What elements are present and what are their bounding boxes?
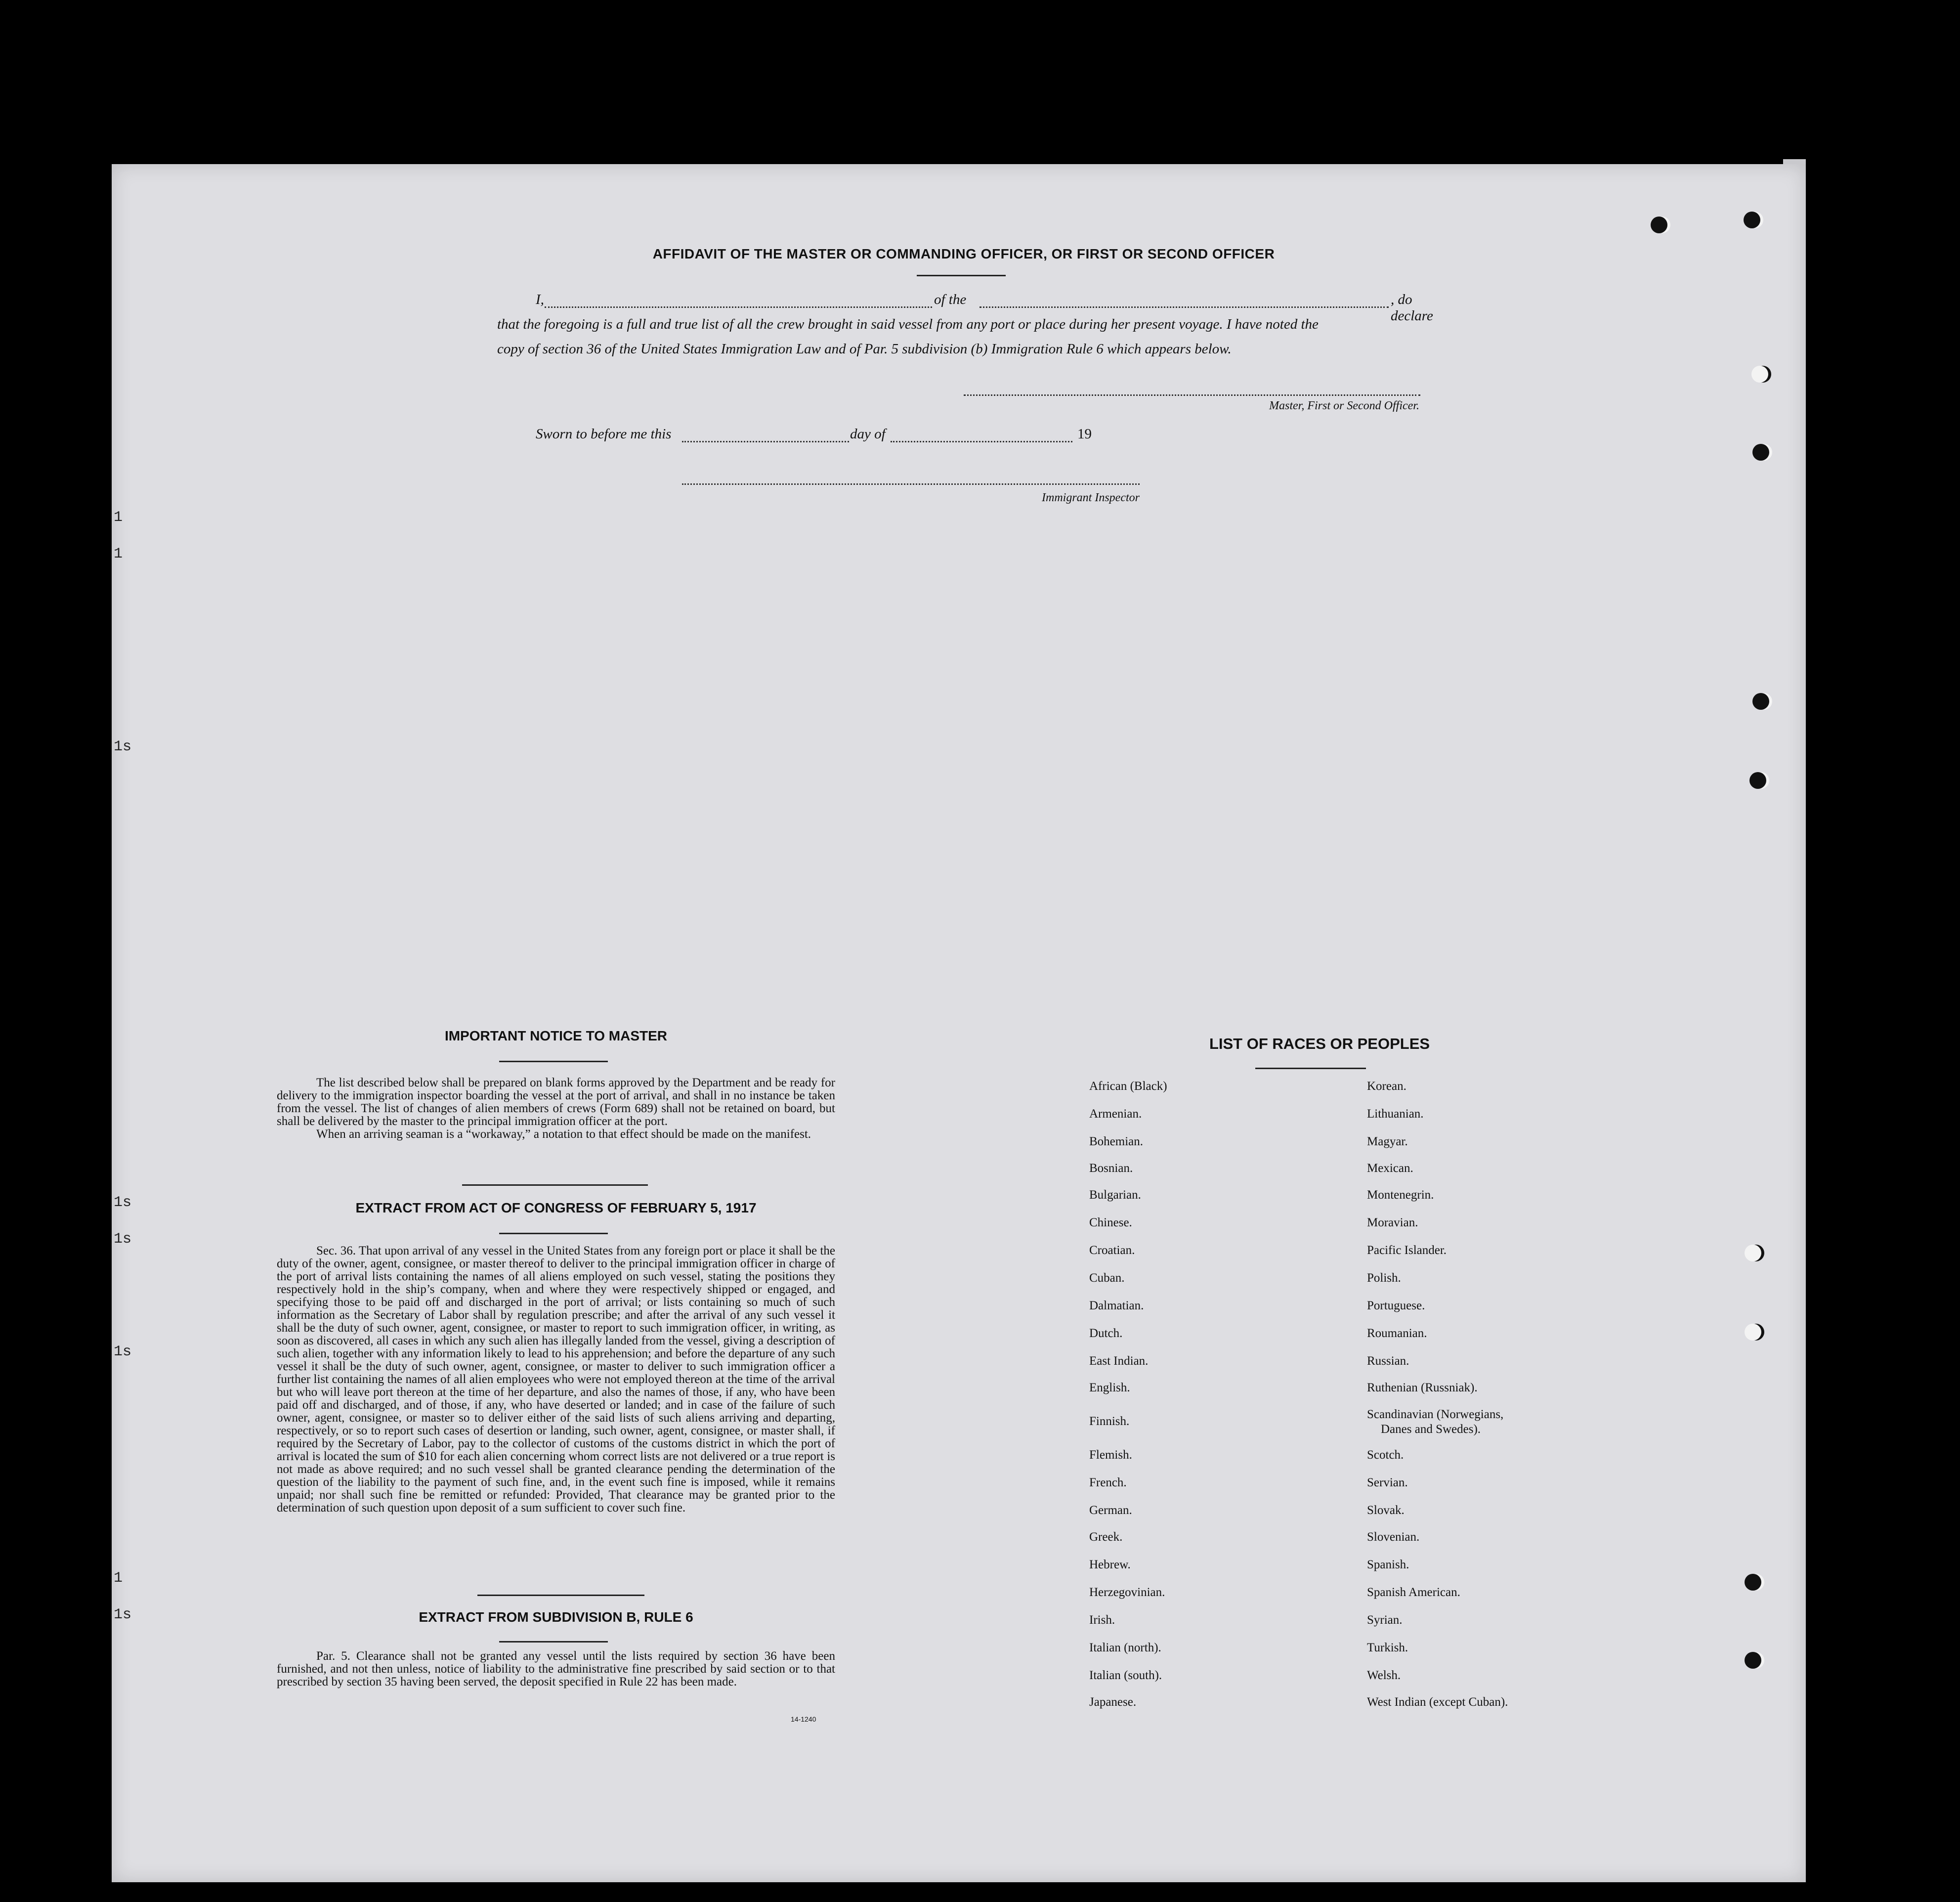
rule6-title: EXTRACT FROM SUBDIVISION B, RULE 6 — [419, 1609, 693, 1625]
name-blank — [545, 306, 932, 308]
margin-mark: 1s — [114, 1231, 132, 1248]
race-item: Herzegovinian. — [1089, 1586, 1165, 1599]
section-divider-2 — [477, 1595, 644, 1596]
races-title: LIST OF RACES OR PEOPLES — [1209, 1035, 1430, 1052]
affidavit-line2: that the foregoing is a full and true list of all the crew brought in said vessel from any port or place during her present voyage. I have noted the — [497, 316, 1319, 332]
race-item: Bosnian. — [1089, 1162, 1133, 1175]
race-item: Spanish American. — [1367, 1586, 1460, 1599]
race-item: Scotch. — [1367, 1448, 1404, 1462]
race-item: Russian. — [1367, 1354, 1409, 1368]
race-item: French. — [1089, 1476, 1127, 1489]
race-item: Greek. — [1089, 1530, 1123, 1544]
inspector-caption: Immigrant Inspector — [1042, 491, 1140, 504]
margin-mark: 1s — [114, 1606, 132, 1623]
notice-underline — [499, 1061, 608, 1062]
master-caption: Master, First or Second Officer. — [1269, 399, 1419, 412]
race-item: Magyar. — [1367, 1135, 1408, 1148]
sworn-day-of: day of — [850, 426, 886, 442]
vessel-blank — [980, 306, 1389, 308]
act-title: EXTRACT FROM ACT OF CONGRESS OF FEBRUARY 5, 1917 — [355, 1200, 757, 1215]
affidavit-declare: , do declare — [1391, 292, 1433, 324]
race-item: Irish. — [1089, 1613, 1115, 1627]
race-item: Welsh. — [1367, 1669, 1401, 1682]
race-item: German. — [1089, 1504, 1132, 1517]
race-item: Spanish. — [1367, 1558, 1409, 1571]
act-text — [277, 1245, 835, 1514]
sworn-line — [536, 426, 1129, 444]
notice-title: IMPORTANT NOTICE TO MASTER — [444, 1028, 668, 1043]
race-item: Japanese. — [1089, 1695, 1137, 1709]
race-item: Montenegrin. — [1367, 1188, 1434, 1202]
race-item: West Indian (except Cuban). — [1367, 1695, 1508, 1709]
race-item: Roumanian. — [1367, 1327, 1427, 1340]
rule6-underline — [499, 1641, 608, 1643]
act-section-36: Sec. 36. That upon arrival of any vessel in the United States from any foreign port or place it shall be the duty of the owner, agent, consignee, or master thereof to deliver to the principal immigration officer in charge of the port of arrival lists containing the names of all aliens employed on such vessel, stating the positions they respectively hold in the ship’s company, when and where they were respectively shipped or engaged, and specifying those to be paid off and discharged in the port of arrival; or lists containing so much of such information as the Secretary of Labor shall by regulation prescribe; and after the arrival of any such vessel it shall be the duty of such owner, agent, consignee, or master to report to such immigration officer, in writing, as soon as discovered, all cases in which any such alien has illegally landed from the vessel, giving a description of such alien, together with any information likely to lead to his apprehension; and before the departure of any such vessel it shall be the duty of such owner, agent, consignee, or master to deliver to such immigration officer a further list containing the names of all alien employees who were not employed thereon at the time of the arrival but who will leave port thereon at the time of her departure, and also the names of those, if any, who have been paid off and discharged, and of those, if any, who have deserted or landed; and in case of the failure of such owner, agent, consignee, or master so to deliver either of the said lists of such aliens arriving and departing, respectively, or so to report such cases of desertion or landing, such owner, agent, consignee, or master shall, if required by the Secretary of Labor, pay to the collector of customs of the customs district in which the port of arrival is located the sum of $10 for each alien concerning whom correct lists are not delivered or a true report is not made as above required; and no such vessel shall be granted clearance pending the determination of the question of the liability to the payment of such fine, and, in the event such fine is imposed, while it remains unpaid; nor shall such fine be remitted or refunded: Provided, That clearance may be granted prior to the determination of such question upon deposit of a sum sufficient to cover such fine. — [277, 1244, 835, 1514]
margin-mark: 1s — [114, 1343, 132, 1360]
master-signature-line — [964, 394, 1420, 396]
race-item: Portuguese. — [1367, 1299, 1425, 1312]
section-divider — [462, 1184, 648, 1186]
race-item: East Indian. — [1089, 1354, 1149, 1368]
race-item: Flemish. — [1089, 1448, 1132, 1462]
race-item: Slovak. — [1367, 1504, 1405, 1517]
margin-mark: 1 — [114, 509, 123, 526]
margin-mark: 1s — [114, 738, 132, 755]
race-item: Italian (south). — [1089, 1669, 1162, 1682]
notice-text — [277, 1077, 835, 1141]
punch-hole — [1752, 693, 1769, 710]
race-item: Finnish. — [1089, 1415, 1130, 1428]
rule6-par-5: Par. 5. Clearance shall not be granted any vessel until the lists required by section 36 have been furnished, and not then unless, notice of liability to the administrative fine prescribed by said section or to that prescribed by section 35 having been served, the deposit specified in Rule 22 has been made. — [277, 1649, 835, 1688]
race-item: Bulgarian. — [1089, 1188, 1141, 1202]
race-item: Cuban. — [1089, 1271, 1125, 1285]
affidavit-line3: copy of section 36 of the United States Immigration Law and of Par. 5 subdivision (b) Immigration Rule 6 which appears below. — [497, 341, 1232, 357]
act-underline — [499, 1233, 608, 1234]
race-item: Korean. — [1367, 1080, 1406, 1093]
inspector-signature-line — [682, 483, 1140, 485]
race-item: Italian (north). — [1089, 1641, 1161, 1654]
race-item: Armenian. — [1089, 1107, 1142, 1121]
sworn-text: Sworn to before me this — [536, 426, 672, 442]
race-item: Moravian. — [1367, 1216, 1418, 1229]
race-item: Servian. — [1367, 1476, 1408, 1489]
race-item: English. — [1089, 1381, 1130, 1394]
punch-hole — [1745, 1574, 1761, 1591]
race-item: Mexican. — [1367, 1162, 1413, 1175]
race-item: Croatian. — [1089, 1244, 1135, 1257]
race-item: African (Black) — [1089, 1080, 1167, 1093]
title-underline — [917, 275, 1006, 276]
punch-hole — [1744, 212, 1760, 228]
race-item: Chinese. — [1089, 1216, 1132, 1229]
race-item: Ruthenian (Russniak). — [1367, 1381, 1478, 1394]
race-item: Dalmatian. — [1089, 1299, 1144, 1312]
race-item: Dutch. — [1089, 1327, 1123, 1340]
race-item-continuation: Danes and Swedes). — [1381, 1423, 1481, 1436]
margin-mark: 1s — [114, 1194, 132, 1211]
punch-hole — [1749, 772, 1766, 789]
punch-hole — [1651, 216, 1667, 233]
affidavit-i: I, — [536, 292, 544, 307]
sworn-year: 19 — [1077, 426, 1092, 442]
affidavit-line1 — [536, 292, 1433, 324]
affidavit-of-the: of the — [934, 292, 967, 307]
race-item: Hebrew. — [1089, 1558, 1131, 1571]
rule6-text — [277, 1650, 835, 1688]
punch-hole — [1751, 366, 1768, 383]
notice-para-2: When an arriving seaman is a “workaway,” a notation to that effect should be made on the manifest. — [316, 1127, 811, 1141]
punch-hole — [1745, 1324, 1761, 1340]
race-item: Syrian. — [1367, 1613, 1403, 1627]
race-item: Slovenian. — [1367, 1530, 1420, 1544]
race-item: Pacific Islander. — [1367, 1244, 1447, 1257]
punch-hole — [1752, 444, 1769, 461]
form-number: 14-1240 — [791, 1715, 816, 1723]
margin-mark: 1 — [114, 546, 123, 562]
race-item: Scandinavian (Norwegians, — [1367, 1408, 1504, 1421]
punch-hole — [1745, 1652, 1761, 1669]
race-item: Bohemian. — [1089, 1135, 1144, 1148]
month-blank — [891, 441, 1072, 442]
race-item: Turkish. — [1367, 1641, 1408, 1654]
punch-hole — [1745, 1245, 1761, 1261]
race-item: Lithuanian. — [1367, 1107, 1424, 1121]
notice-para-1: The list described below shall be prepared on blank forms approved by the Department and be ready for delivery to the immigration inspector boarding the vessel at the port of arrival, and shall in no instance be taken from the vessel. The list of changes of alien members of crews (Form 689) shall not be retained on board, but shall be delivered by the master to the principal immigration officer at the port. — [277, 1076, 835, 1128]
races-underline — [1255, 1068, 1366, 1069]
margin-mark: 1 — [114, 1570, 123, 1587]
affidavit-title: AFFIDAVIT OF THE MASTER OR COMMANDING OFFICER, OR FIRST OR SECOND OFFICER — [652, 246, 1275, 261]
race-item: Polish. — [1367, 1271, 1401, 1285]
day-blank — [682, 441, 849, 442]
